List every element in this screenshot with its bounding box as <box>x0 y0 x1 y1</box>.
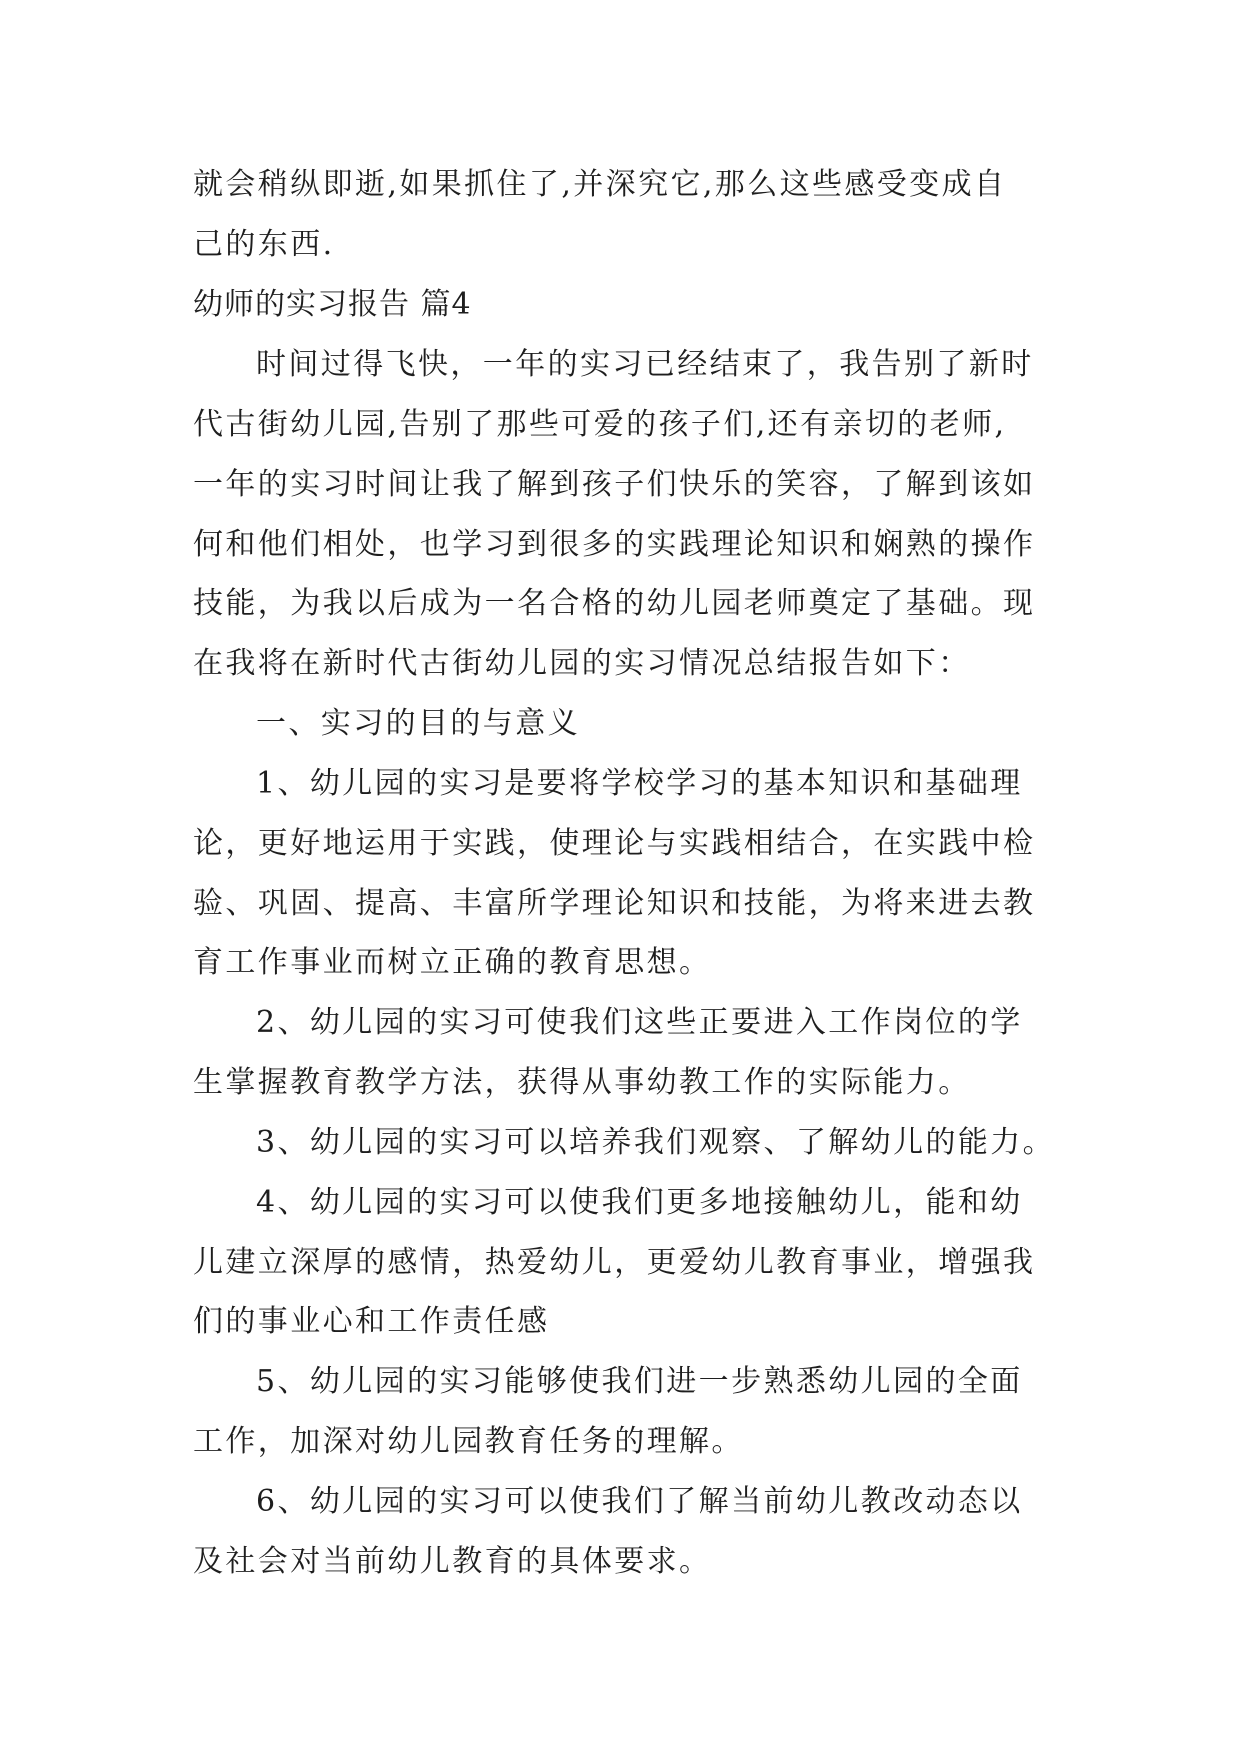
text-line: 1、幼儿园的实习是要将学校学习的基本知识和基础理 <box>256 766 1023 801</box>
text-line: 技能，为我以后成为一名合格的幼儿园老师奠定了基础。现 <box>193 586 1036 621</box>
text-line: 4、幼儿园的实习可以使我们更多地接触幼儿，能和幼 <box>256 1185 1023 1220</box>
text-line: 在我将在新时代古街幼儿园的实习情况总结报告如下： <box>193 646 971 681</box>
text-line: 何和他们相处，也学习到很多的实践理论知识和娴熟的操作 <box>193 527 1036 562</box>
text-line: 5、幼儿园的实习能够使我们进一步熟悉幼儿园的全面 <box>256 1364 1023 1399</box>
text-line: 代古街幼儿园,告别了那些可爱的孩子们,还有亲切的老师, <box>193 407 1007 442</box>
text-line: 一年的实习时间让我了解到孩子们快乐的笑容，了解到该如 <box>193 467 1036 502</box>
text-line: 验、巩固、提高、丰富所学理论知识和技能，为将来进去教 <box>193 886 1036 921</box>
text-line: 就会稍纵即逝,如果抓住了,并深究它,那么这些感受变成自 <box>193 167 1007 202</box>
text-line: 工作，加深对幼儿园教育任务的理解。 <box>193 1424 744 1459</box>
section-heading: 幼师的实习报告 篇4 <box>193 287 472 322</box>
text-line: 儿建立深厚的感情，热爱幼儿，更爱幼儿教育事业，增强我 <box>193 1245 1036 1280</box>
text-line: 育工作事业而树立正确的教育思想。 <box>193 945 712 980</box>
text-line: 生掌握教育教学方法，获得从事幼教工作的实际能力。 <box>193 1065 971 1100</box>
subsection-heading: 一、实习的目的与意义 <box>256 706 580 741</box>
text-line: 论，更好地运用于实践，使理论与实践相结合，在实践中检 <box>193 826 1036 861</box>
text-line: 时间过得飞快，一年的实习已经结束了，我告别了新时 <box>256 347 1034 382</box>
text-line: 及社会对当前幼儿教育的具体要求。 <box>193 1544 712 1579</box>
text-line: 们的事业心和工作责任感 <box>193 1304 550 1339</box>
text-line: 3、幼儿园的实习可以培养我们观察、了解幼儿的能力。 <box>256 1125 1056 1160</box>
text-line: 2、幼儿园的实习可使我们这些正要进入工作岗位的学 <box>256 1005 1023 1040</box>
text-line: 己的东西. <box>193 227 335 262</box>
text-line: 6、幼儿园的实习可以使我们了解当前幼儿教改动态以 <box>256 1484 1023 1519</box>
